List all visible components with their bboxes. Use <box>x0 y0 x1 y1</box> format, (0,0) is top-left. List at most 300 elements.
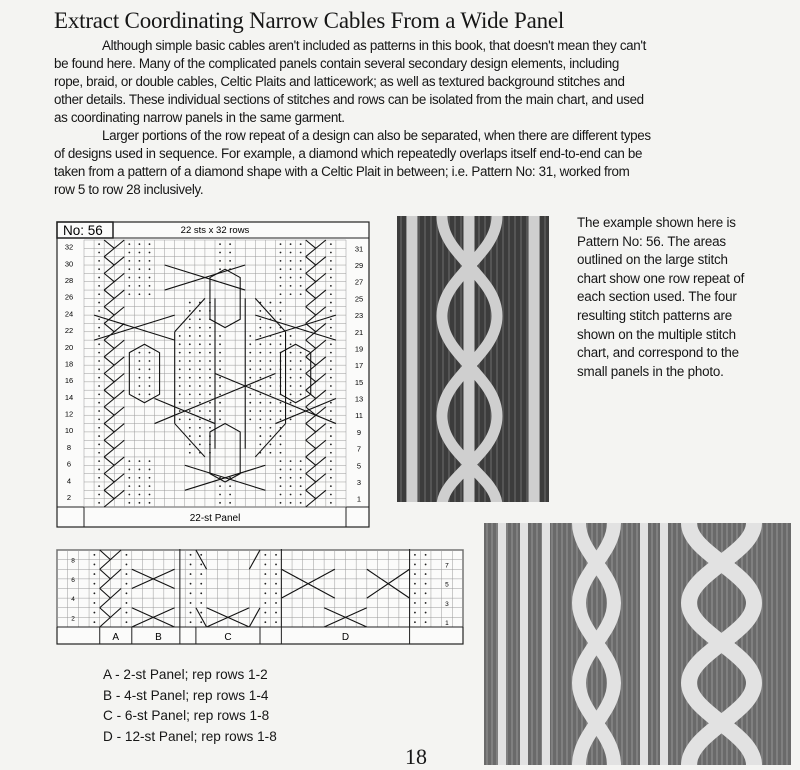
purl-dot <box>290 485 292 487</box>
purl-dot <box>259 318 261 320</box>
purl-dot <box>126 583 128 585</box>
row-label: 15 <box>354 377 364 387</box>
purl-dot <box>199 360 201 362</box>
purl-dot <box>98 393 100 395</box>
purl-dot <box>330 293 332 295</box>
purl-dot <box>259 343 261 345</box>
purl-dot <box>249 393 251 395</box>
purl-dot <box>128 260 130 262</box>
purl-dot <box>98 460 100 462</box>
purl-dot <box>98 418 100 420</box>
row-label: 18 <box>64 359 74 369</box>
purl-dot <box>219 343 221 345</box>
section-label: D <box>341 632 350 643</box>
purl-dot <box>280 477 282 479</box>
purl-dot <box>139 360 141 362</box>
purl-dot <box>280 485 282 487</box>
purl-dot <box>179 377 181 379</box>
purl-dot <box>275 612 277 614</box>
purl-dot <box>139 368 141 370</box>
purl-dot <box>270 377 272 379</box>
purl-dot <box>219 243 221 245</box>
purl-dot <box>189 318 191 320</box>
purl-dot <box>189 435 191 437</box>
chart-number-label: No: 56 <box>63 223 103 238</box>
purl-dot <box>270 385 272 387</box>
purl-dot <box>98 402 100 404</box>
purl-dot <box>330 360 332 362</box>
purl-dot <box>280 252 282 254</box>
purl-dot <box>98 318 100 320</box>
purl-dot <box>98 343 100 345</box>
purl-dot <box>179 335 181 337</box>
purl-dot <box>270 435 272 437</box>
purl-dot <box>149 377 151 379</box>
purl-dot <box>98 368 100 370</box>
purl-dot <box>98 260 100 262</box>
purl-dot <box>128 243 130 245</box>
purl-dot <box>128 469 130 471</box>
purl-dot <box>98 427 100 429</box>
purl-dot <box>270 418 272 420</box>
row-label: 5 <box>445 581 449 589</box>
row-label: 8 <box>66 442 72 452</box>
row-label: 23 <box>354 311 364 321</box>
purl-dot <box>149 268 151 270</box>
purl-dot <box>199 352 201 354</box>
purl-dot <box>290 352 292 354</box>
purl-dot <box>98 477 100 479</box>
purl-dot <box>300 268 302 270</box>
purl-dot <box>229 494 231 496</box>
purl-dot <box>179 385 181 387</box>
purl-dot <box>199 444 201 446</box>
purl-dot <box>414 592 416 594</box>
purl-dot <box>189 360 191 362</box>
purl-dot <box>249 343 251 345</box>
legend-item: D - 12-st Panel; rep rows 1-8 <box>103 728 277 744</box>
purl-dot <box>98 452 100 454</box>
purl-dot <box>199 377 201 379</box>
purl-dot <box>128 477 130 479</box>
purl-dot <box>139 285 141 287</box>
section-label: B <box>155 632 162 643</box>
purl-dot <box>300 368 302 370</box>
row-label: 4 <box>66 476 72 486</box>
purl-dot <box>259 352 261 354</box>
purl-dot <box>290 469 292 471</box>
row-label: 4 <box>71 596 75 604</box>
purl-dot <box>270 352 272 354</box>
purl-dot <box>93 554 95 556</box>
row-label: 9 <box>356 427 362 437</box>
purl-dot <box>200 592 202 594</box>
purl-dot <box>264 554 266 556</box>
purl-dot <box>98 377 100 379</box>
row-label: 6 <box>71 576 75 584</box>
purl-dot <box>98 352 100 354</box>
purl-dot <box>179 360 181 362</box>
text-line: resulting stitch patterns are <box>577 307 732 323</box>
legend-item: A - 2-st Panel; rep rows 1-2 <box>103 667 268 682</box>
row-label: 7 <box>356 444 362 454</box>
purl-dot <box>280 418 282 420</box>
purl-dot <box>209 385 211 387</box>
purl-dot <box>219 502 221 504</box>
purl-dot <box>139 494 141 496</box>
purl-dot <box>179 343 181 345</box>
row-label: 3 <box>356 477 362 487</box>
purl-dot <box>330 452 332 454</box>
purl-dot <box>219 410 221 412</box>
purl-dot <box>98 410 100 412</box>
purl-dot <box>126 573 128 575</box>
purl-dot <box>414 602 416 604</box>
purl-dot <box>330 352 332 354</box>
purl-dot <box>98 469 100 471</box>
purl-dot <box>179 393 181 395</box>
purl-dot <box>189 427 191 429</box>
text-line: rope, braid, or double cables, Celtic Plaits and latticework; as well as textured background stitches and <box>54 74 625 89</box>
text-line: row 5 to row 28 inclusively. <box>54 182 204 197</box>
row-label: 12 <box>64 409 74 419</box>
purl-dot <box>259 368 261 370</box>
purl-dot <box>139 268 141 270</box>
purl-dot <box>280 293 282 295</box>
purl-dot <box>300 485 302 487</box>
purl-dot <box>275 592 277 594</box>
purl-dot <box>259 435 261 437</box>
purl-dot <box>93 602 95 604</box>
purl-dot <box>149 494 151 496</box>
purl-dot <box>126 602 128 604</box>
purl-dot <box>275 583 277 585</box>
row-label: 29 <box>354 261 364 271</box>
purl-dot <box>209 427 211 429</box>
legend-item: C - 6-st Panel; rep rows 1-8 <box>103 708 270 723</box>
purl-dot <box>98 293 100 295</box>
purl-dot <box>149 277 151 279</box>
text-line: shown on the multiple stitch <box>577 326 736 342</box>
purl-dot <box>264 583 266 585</box>
purl-dot <box>270 302 272 304</box>
row-label: 7 <box>445 562 449 570</box>
purl-dot <box>229 502 231 504</box>
purl-dot <box>149 460 151 462</box>
purl-dot <box>300 293 302 295</box>
purl-dot <box>200 564 202 566</box>
purl-dot <box>126 554 128 556</box>
purl-dot <box>264 573 266 575</box>
purl-dot <box>190 564 192 566</box>
row-label: 1 <box>445 620 449 628</box>
purl-dot <box>199 427 201 429</box>
purl-dot <box>300 502 302 504</box>
purl-dot <box>200 554 202 556</box>
purl-dot <box>280 494 282 496</box>
purl-dot <box>199 368 201 370</box>
purl-dot <box>280 268 282 270</box>
intro-paragraph <box>54 37 646 127</box>
purl-dot <box>149 485 151 487</box>
purl-dot <box>209 352 211 354</box>
purl-dot <box>275 564 277 566</box>
purl-dot <box>270 402 272 404</box>
text-line: of designs used in sequence. For example, a diamond which repeatedly overlaps itself end-to-end can be <box>54 146 643 161</box>
purl-dot <box>280 444 282 446</box>
purl-dot <box>93 583 95 585</box>
purl-dot <box>330 243 332 245</box>
row-label: 1 <box>356 494 362 504</box>
row-label: 25 <box>354 294 364 304</box>
purl-dot <box>139 385 141 387</box>
purl-dot <box>290 477 292 479</box>
purl-dot <box>249 402 251 404</box>
row-label: 5 <box>356 461 362 471</box>
purl-dot <box>189 343 191 345</box>
purl-dot <box>300 277 302 279</box>
purl-dot <box>98 277 100 279</box>
purl-dot <box>209 327 211 329</box>
purl-dot <box>98 485 100 487</box>
purl-dot <box>275 573 277 575</box>
purl-dot <box>300 377 302 379</box>
purl-dot <box>330 477 332 479</box>
purl-dot <box>270 444 272 446</box>
purl-dot <box>93 573 95 575</box>
purl-dot <box>179 402 181 404</box>
purl-dot <box>149 360 151 362</box>
purl-dot <box>139 393 141 395</box>
chart-size-label: 22 sts x 32 rows <box>180 225 250 236</box>
purl-dot <box>98 302 100 304</box>
purl-dot <box>280 302 282 304</box>
section-label: A <box>112 632 120 643</box>
purl-dot <box>259 335 261 337</box>
purl-dot <box>128 494 130 496</box>
purl-dot <box>209 343 211 345</box>
purl-dot <box>219 260 221 262</box>
purl-dot <box>149 352 151 354</box>
purl-dot <box>98 502 100 504</box>
knitted-small-panels-photo <box>484 523 791 765</box>
text-line: each section used. The four <box>577 289 737 305</box>
purl-dot <box>330 427 332 429</box>
purl-dot <box>330 502 332 504</box>
purl-dot <box>330 327 332 329</box>
purl-dot <box>290 252 292 254</box>
purl-dot <box>128 485 130 487</box>
purl-dot <box>139 252 141 254</box>
text-line: The example shown here is <box>577 215 736 230</box>
purl-dot <box>189 444 191 446</box>
purl-dot <box>259 385 261 387</box>
row-label: 6 <box>66 459 72 469</box>
purl-dot <box>199 393 201 395</box>
text-line: as coordinating narrow panels in the same garment. <box>54 110 345 125</box>
knitted-panel-photo <box>397 216 549 502</box>
purl-dot <box>98 360 100 362</box>
purl-dot <box>259 418 261 420</box>
purl-dot <box>139 469 141 471</box>
purl-dot <box>219 335 221 337</box>
purl-dot <box>280 260 282 262</box>
purl-dot <box>190 621 192 623</box>
purl-dot <box>414 554 416 556</box>
purl-dot <box>270 393 272 395</box>
purl-dot <box>98 335 100 337</box>
purl-dot <box>209 418 211 420</box>
purl-dot <box>249 410 251 412</box>
purl-dot <box>330 435 332 437</box>
purl-dot <box>199 318 201 320</box>
purl-dot <box>264 612 266 614</box>
purl-dot <box>139 502 141 504</box>
example-description <box>577 214 744 381</box>
page-number: 18 <box>405 744 427 769</box>
text-line: chart, and correspond to the <box>577 345 739 361</box>
purl-dot <box>330 485 332 487</box>
purl-dot <box>414 573 416 575</box>
purl-dot <box>149 293 151 295</box>
row-label: 26 <box>64 292 74 302</box>
purl-dot <box>128 252 130 254</box>
second-paragraph <box>54 127 651 199</box>
purl-dot <box>149 385 151 387</box>
purl-dot <box>199 435 201 437</box>
purl-dot <box>330 377 332 379</box>
purl-dot <box>330 368 332 370</box>
purl-dot <box>290 393 292 395</box>
purl-dot <box>330 260 332 262</box>
purl-dot <box>290 260 292 262</box>
purl-dot <box>128 277 130 279</box>
purl-dot <box>179 352 181 354</box>
row-label: 19 <box>354 344 364 354</box>
purl-dot <box>93 592 95 594</box>
purl-dot <box>280 243 282 245</box>
purl-dot <box>139 260 141 262</box>
purl-dot <box>300 469 302 471</box>
purl-dot <box>330 302 332 304</box>
purl-dot <box>199 402 201 404</box>
purl-dot <box>126 592 128 594</box>
purl-dot <box>139 277 141 279</box>
purl-dot <box>229 243 231 245</box>
purl-dot <box>270 310 272 312</box>
purl-dot <box>190 554 192 556</box>
purl-dot <box>139 352 141 354</box>
purl-dot <box>209 360 211 362</box>
purl-dot <box>219 360 221 362</box>
purl-dot <box>189 402 191 404</box>
purl-dot <box>290 360 292 362</box>
purl-dot <box>275 621 277 623</box>
purl-dot <box>219 485 221 487</box>
purl-dot <box>290 385 292 387</box>
purl-dot <box>199 335 201 337</box>
purl-dot <box>98 310 100 312</box>
purl-dot <box>259 393 261 395</box>
purl-dot <box>280 310 282 312</box>
purl-dot <box>219 402 221 404</box>
purl-dot <box>199 385 201 387</box>
purl-dot <box>280 285 282 287</box>
purl-dot <box>93 612 95 614</box>
purl-dot <box>189 368 191 370</box>
purl-dot <box>128 293 130 295</box>
purl-dot <box>330 402 332 404</box>
row-label: 21 <box>354 327 364 337</box>
multiple-stitch-chart <box>55 549 465 646</box>
purl-dot <box>425 602 427 604</box>
purl-dot <box>425 564 427 566</box>
purl-dot <box>249 368 251 370</box>
purl-dot <box>149 502 151 504</box>
purl-dot <box>98 268 100 270</box>
row-label: 3 <box>445 600 449 608</box>
purl-dot <box>190 602 192 604</box>
panel-legend <box>103 665 277 747</box>
purl-dot <box>414 564 416 566</box>
purl-dot <box>264 592 266 594</box>
purl-dot <box>219 377 221 379</box>
purl-dot <box>280 343 282 345</box>
purl-dot <box>98 494 100 496</box>
purl-dot <box>290 460 292 462</box>
purl-dot <box>128 502 130 504</box>
purl-dot <box>330 318 332 320</box>
purl-dot <box>209 377 211 379</box>
row-label: 31 <box>354 244 364 254</box>
purl-dot <box>300 460 302 462</box>
row-label: 27 <box>354 277 364 287</box>
purl-dot <box>98 435 100 437</box>
purl-dot <box>264 602 266 604</box>
purl-dot <box>189 310 191 312</box>
page-title: Extract Coordinating Narrow Cables From a Wide Panel <box>54 8 565 33</box>
row-label: 2 <box>66 492 72 502</box>
text-line: Larger portions of the row repeat of a design can also be separated, when there are different types <box>102 128 651 143</box>
purl-dot <box>209 410 211 412</box>
purl-dot <box>179 368 181 370</box>
purl-dot <box>209 393 211 395</box>
purl-dot <box>126 612 128 614</box>
purl-dot <box>330 268 332 270</box>
purl-dot <box>219 393 221 395</box>
purl-dot <box>189 418 191 420</box>
purl-dot <box>425 592 427 594</box>
row-label: 10 <box>64 426 74 436</box>
purl-dot <box>128 285 130 287</box>
purl-dot <box>270 410 272 412</box>
text-line: taken from a pattern of a diamond shape with a Celtic Plait in between; i.e. Pattern No: 31, worked from <box>54 164 630 179</box>
purl-dot <box>259 360 261 362</box>
text-line: Pattern No: 56. The areas <box>577 233 726 249</box>
purl-dot <box>425 583 427 585</box>
purl-dot <box>264 621 266 623</box>
purl-dot <box>280 410 282 412</box>
purl-dot <box>425 621 427 623</box>
purl-dot <box>290 494 292 496</box>
purl-dot <box>128 268 130 270</box>
purl-dot <box>199 418 201 420</box>
purl-dot <box>280 318 282 320</box>
purl-dot <box>199 410 201 412</box>
purl-dot <box>290 268 292 270</box>
purl-dot <box>300 393 302 395</box>
purl-dot <box>290 410 292 412</box>
